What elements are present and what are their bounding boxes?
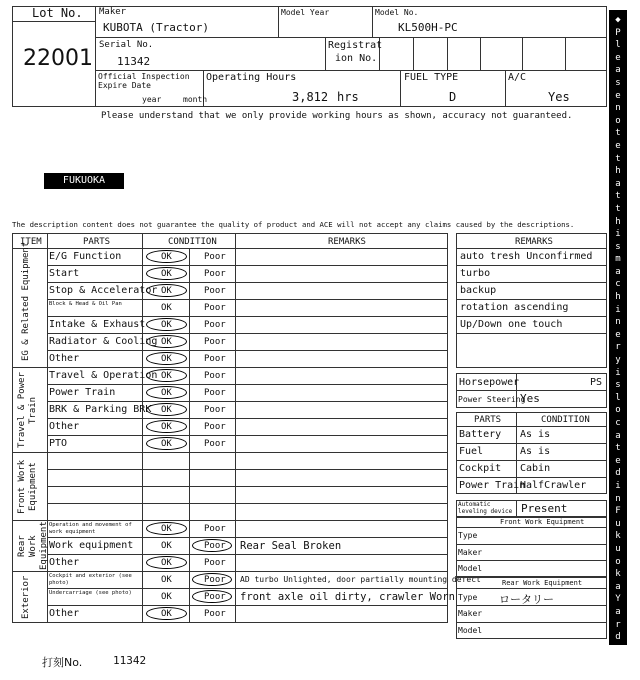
section-eg: EG & Related Equipment (21, 241, 31, 361)
ok-circle-mark (146, 556, 187, 569)
power-steering-label: Power Steering (458, 395, 526, 404)
front-maker-label: Maker (458, 548, 483, 557)
parts-row-condition: HalfCrawler (520, 480, 587, 491)
parts-row-condition: As is (520, 446, 551, 457)
part-name: Operation and movement of work equipment (49, 522, 132, 535)
sidebar-text: ◆ P l e a s e n o t e t h a t t h i s m a c h i n e r y i s l o c a t e d i n F u k u o k a Y a r d ◆ (615, 15, 621, 655)
ok-option: OK (161, 303, 172, 313)
poor-circle-mark (192, 590, 232, 603)
ok-option: OK (161, 405, 172, 415)
ok-option: OK (161, 524, 172, 534)
ok-circle-mark (146, 420, 187, 433)
part-name: Power Train (49, 387, 116, 398)
rear-model-label: Model (458, 626, 483, 635)
ok-option: OK (161, 575, 172, 585)
part-name: Work equipment (49, 540, 134, 551)
poor-option: Poor (204, 252, 226, 262)
maker-value: KUBOTA (Tractor) (103, 21, 209, 34)
poor-option: Poor (204, 558, 226, 568)
ok-option: OK (161, 558, 172, 568)
auto-leveling-value: Present (521, 502, 568, 515)
poor-option: Poor (204, 337, 226, 347)
part-name: PTO (49, 438, 68, 449)
serial-no-value: 11342 (117, 55, 151, 68)
part-name: Cockpit and exterior (see photo) (49, 573, 132, 586)
part-name: Undercarriage (see photo) (49, 590, 132, 596)
fuel-type-value: D (449, 90, 457, 104)
power-steering-value: Yes (520, 392, 540, 405)
section-travel: Travel & Power Train (17, 372, 38, 448)
ok-option: OK (161, 252, 172, 262)
ok-circle-mark (146, 284, 187, 297)
part-name: Travel & Operation (49, 370, 158, 381)
part-name: Block & Head & Oil Pan (49, 301, 122, 307)
operating-hours-label: Operating Hours (206, 72, 297, 83)
poor-option: Poor (204, 388, 226, 398)
poor-option: Poor (204, 592, 226, 602)
front-model-label: Model (458, 564, 483, 573)
hours-notice: Please understand that we only provide working hours as shown, accuracy not guaranteed. (101, 111, 573, 121)
rear-maker-label: Maker (458, 609, 483, 618)
ok-option: OK (161, 592, 172, 602)
ok-option: OK (161, 388, 172, 398)
ok-circle-mark (146, 267, 187, 280)
footer-label: 打刻No. (42, 656, 83, 669)
rear-type-value: ロータリー (499, 593, 554, 606)
remarks-header: REMARKS (515, 237, 553, 247)
poor-option: Poor (204, 371, 226, 381)
ac-label: A/C (508, 72, 527, 83)
model-year-label: Model Year (281, 8, 330, 17)
ok-circle-mark (146, 522, 187, 535)
parts-row-label: Battery (459, 429, 502, 440)
rear-type-label: Type (458, 593, 478, 602)
parts-header: PARTS (474, 415, 502, 425)
ok-option: OK (161, 439, 172, 449)
ok-option: OK (161, 269, 172, 279)
section-rear: Rear Work Equipment (17, 521, 49, 570)
parts-row-label: Cockpit (459, 463, 502, 474)
part-name: Other (49, 557, 80, 568)
part-name: Radiator & Cooling (49, 336, 158, 347)
location-badge-text: FUKUOKA (62, 175, 106, 186)
part-name: E/G Function (49, 251, 122, 262)
ok-option: OK (161, 286, 172, 296)
remarks-line: auto tresh Unconfirmed (460, 251, 593, 262)
location-badge (44, 173, 124, 189)
ok-option: OK (161, 371, 172, 381)
rear-work-title: Rear Work Equipment (502, 579, 583, 587)
ok-circle-mark (146, 335, 187, 348)
header-remarks: REMARKS (328, 237, 366, 247)
parts-row-label: Fuel (459, 446, 484, 457)
poor-circle-mark (192, 539, 232, 552)
hours-unit: hrs (337, 90, 359, 104)
part-name: Other (49, 421, 80, 432)
ok-circle-mark (146, 607, 187, 620)
registration-label-2: ion No. (335, 53, 378, 64)
lot-no-label: Lot No. (32, 6, 83, 20)
fuel-type-label: FUEL TYPE (404, 72, 459, 83)
ok-option: OK (161, 337, 172, 347)
location-sidebar (609, 10, 627, 655)
horsepower-label: Horsepower (459, 377, 520, 388)
month-label: month (183, 95, 208, 104)
ok-option: OK (161, 354, 172, 364)
remark-text: Rear Seal Broken (240, 540, 342, 552)
remarks-line: backup (460, 285, 497, 296)
ok-option: OK (161, 320, 172, 330)
poor-option: Poor (204, 405, 226, 415)
part-name: BRK & Parking BRK (49, 404, 152, 415)
lot-number: 22001 (23, 46, 93, 71)
poor-option: Poor (204, 609, 226, 619)
ok-circle-mark (146, 437, 187, 450)
front-type-label: Type (458, 531, 478, 540)
poor-option: Poor (204, 422, 226, 432)
auto-leveling-label: Automatic leveling device (458, 501, 513, 515)
section-front: Front Work Equipment (17, 459, 38, 514)
front-work-title: Front Work Equipment (500, 518, 585, 526)
poor-option: Poor (204, 524, 226, 534)
parts-row-condition: Cabin (520, 463, 551, 474)
remarks-line: rotation ascending (460, 302, 569, 313)
poor-option: Poor (204, 320, 226, 330)
ok-circle-mark (146, 403, 187, 416)
poor-option: Poor (204, 269, 226, 279)
header-condition: CONDITION (168, 237, 217, 247)
header-parts: PARTS (83, 237, 111, 247)
part-name: Other (49, 608, 80, 619)
remarks-line: Up/Down one touch (460, 319, 563, 330)
poor-option: Poor (204, 575, 226, 585)
model-no-label: Model No. (375, 8, 419, 17)
part-name: Other (49, 353, 80, 364)
poor-option: Poor (204, 439, 226, 449)
poor-option: Poor (204, 303, 226, 313)
poor-option: Poor (204, 286, 226, 296)
poor-option: Poor (204, 541, 226, 551)
model-no-value: KL500H-PC (398, 21, 458, 34)
disclaimer: The description content does not guarantee the quality of product and ACE will not accept any claims caused by the descriptions. (12, 220, 575, 229)
part-name: Start (49, 268, 80, 279)
ok-circle-mark (146, 369, 187, 382)
ac-value: Yes (548, 90, 570, 104)
remark-text: AD turbo Unlighted, door partially mounting defect (240, 575, 481, 584)
footer-value: 11342 (113, 654, 147, 667)
serial-no-label: Serial No. (99, 40, 154, 50)
inspection-label-2: Expire Date (98, 81, 151, 90)
ok-circle-mark (146, 352, 187, 365)
maker-label: Maker (99, 7, 127, 17)
ok-option: OK (161, 609, 172, 619)
section-exterior: Exterior (21, 575, 31, 620)
ok-option: OK (161, 422, 172, 432)
inspection-label-1: Official Inspection (98, 72, 190, 81)
poor-option: Poor (204, 354, 226, 364)
remarks-line: turbo (460, 268, 491, 279)
registration-label-1: Registrat (328, 40, 383, 51)
header-item: ITEM (20, 237, 42, 247)
poor-circle-mark (192, 573, 232, 586)
year-label: year (142, 95, 162, 104)
parts-row-label: Power Train (459, 480, 526, 491)
part-name: Intake & Exhaust (49, 319, 146, 330)
horsepower-unit: PS (590, 377, 603, 388)
remark-text: front axle oil dirty, crawler Worn (240, 591, 455, 603)
parts-row-condition: As is (520, 429, 551, 440)
ok-circle-mark (146, 250, 187, 263)
part-name: Stop & Accelerator (49, 285, 158, 296)
ok-circle-mark (146, 318, 187, 331)
ok-option: OK (161, 541, 172, 551)
ok-circle-mark (146, 386, 187, 399)
operating-hours-value: 3,812 (292, 90, 329, 104)
condition-header: CONDITION (541, 415, 590, 425)
